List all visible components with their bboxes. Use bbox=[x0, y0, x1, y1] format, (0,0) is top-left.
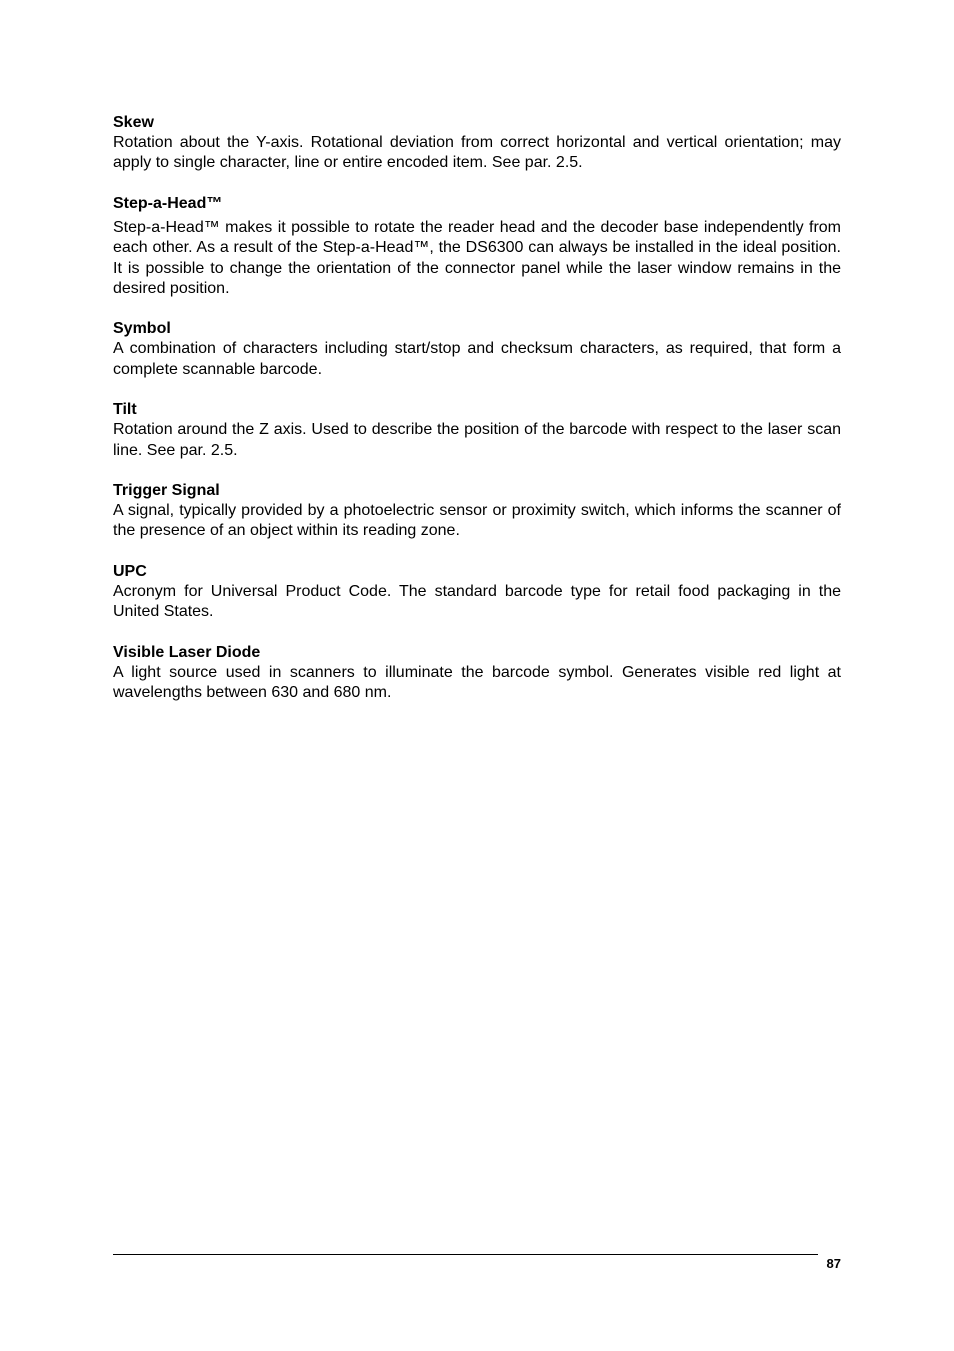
glossary-entry-symbol bbox=[113, 319, 841, 380]
glossary-definition: A light source used in scanners to illuminate the barcode symbol. Generates visible red light at wavelengths between 630 and 680 nm. bbox=[113, 663, 841, 702]
glossary-entry-trigger-signal bbox=[113, 481, 841, 542]
page-number: 87 bbox=[826, 1256, 841, 1271]
glossary-term: UPC bbox=[113, 562, 147, 580]
glossary-entry-upc bbox=[113, 562, 841, 623]
glossary-definition: Acronym for Universal Product Code. The standard barcode type for retail food packaging in the United States. bbox=[113, 582, 841, 621]
glossary-term: Skew bbox=[113, 114, 154, 131]
glossary-term: Tilt bbox=[113, 401, 137, 419]
glossary-term: Trigger Signal bbox=[113, 482, 220, 500]
glossary-definition: Rotation around the Z axis. Used to describe the position of the barcode with respect to the laser scan line. See par. 2.5. bbox=[113, 421, 841, 459]
footer-divider bbox=[113, 1254, 818, 1255]
glossary-entry-step-a-head bbox=[113, 194, 841, 300]
glossary-definition: A signal, typically provided by a photoelectric sensor or proximity switch, which informs the scanner of the presence of an object within its reading zone. bbox=[113, 502, 841, 540]
glossary-entry-tilt bbox=[113, 400, 841, 461]
glossary-term: Symbol bbox=[113, 320, 171, 338]
glossary-definition: Step-a-Head™ makes it possible to rotate the reader head and the decoder base independently from each other. As a result of the Step-a-Head™, the DS6300 can always be installed in the ideal position. It is possible to change the orientation of the connector panel while the laser window remains in the desired position. bbox=[113, 218, 841, 298]
glossary-definition: A combination of characters including start/stop and checksum characters, as required, that form a complete scannable barcode. bbox=[113, 340, 841, 378]
glossary-term: Visible Laser Diode bbox=[113, 643, 261, 661]
glossary-term: Step-a-Head™ bbox=[113, 194, 223, 212]
glossary-definition: Rotation about the Y-axis. Rotational deviation from correct horizontal and vertical orientation; may apply to single character, line or entire encoded item. See par. 2.5. bbox=[113, 134, 841, 172]
glossary-page bbox=[113, 113, 841, 724]
glossary-entry-skew bbox=[113, 113, 841, 174]
glossary-entry-visible-laser-diode bbox=[113, 643, 841, 704]
